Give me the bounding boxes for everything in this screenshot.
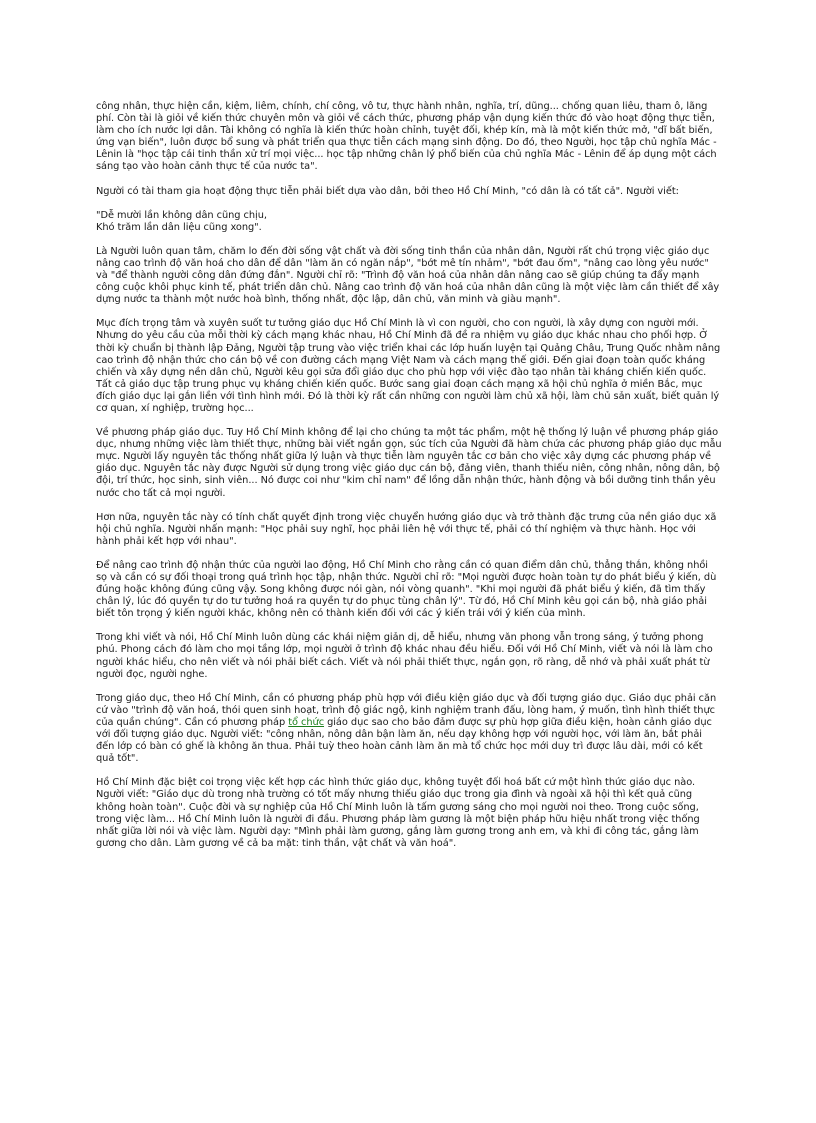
verse-line: Khó trăm lần dân liệu cũng xong". (96, 221, 262, 233)
verse-line: "Dễ mười lần không dân cũng chịu, (96, 209, 267, 221)
paragraph: Trong khi viết và nói, Hồ Chí Minh luôn dùng các khái niệm giản dị, dễ hiểu, nhưng văn phong vẫn trong sáng, ý tưởng phong phú. Phong cách đó làm cho mọi tầng lớp, mọi người ở trình độ khác nhau đều hiểu. Đối với Hồ Chí Minh, viết và nói là làm cho người khác hiểu, cho nên viết và nói phải biết cách. Viết và nói phải thiết thực, ngắn gọn, rõ ràng, dễ nhớ và phải xuất phát từ người đọc, người nghe. (96, 632, 713, 680)
paragraph: Về phương pháp giáo dục. Tuy Hồ Chí Minh không để lại cho chúng ta một tác phẩm, một hệ thống lý luận về phương pháp giáo dục, nhưng những việc làm thiết thực, những bài viết ngắn gọn, súc tích của Người đã hàm chứa các phương pháp giáo dục mẫu mực. Người lấy nguyên tắc thống nhất giữa lý luận và thực tiễn làm nguyên tắc cơ bản cho việc xây dựng các phương pháp về giáo dục. Nguyên tắc này được Người sử dụng trong việc giáo dục cán bộ, đảng viên, thanh thiếu niên, công nhân, nông dân, bộ đội, trí thức, học sinh, sinh viên... Nó được coi như "kim chỉ nam" để lồng dẫn nhận thức, hành động và bồi dưỡng tinh thần yêu nước cho tất cả mọi người. (96, 427, 722, 499)
paragraph (96, 693, 722, 766)
paragraph: Người có tài tham gia hoạt động thực tiễn phải biết dựa vào dân, bởi theo Hồ Chí Minh, "có dân là có tất cả". Người viết: (96, 185, 679, 197)
paragraph-text: giáo dục sao cho bảo đảm được sự phù hợp giữa điều kiện, hoàn cảnh giáo dục với đối tượng giáo dục. Người viết: "công nhân, nông dân bận làm ăn, nếu dạy không hợp với người học, với làm ăn, bắt phải đến lớp có bàn có ghế là không ăn thua. Phải tuỳ theo hoàn cảnh làm ăn mà tổ chức học mới duy trì được lâu dài, mới có kết quả tốt". (96, 716, 712, 765)
to-chuc-link[interactable]: tổ chức (288, 716, 325, 728)
paragraph: Để nâng cao trình độ nhận thức của người lao động, Hồ Chí Minh cho rằng cần có quan điểm dân chủ, thẳng thắn, không nhồi sọ và cần có sự đối thoại trong quá trình học tập, nhận thức. Người chỉ rõ: "Mọi người được hoàn toàn tự do phát biểu ý kiến, dù đúng hoặc không đúng cũng vậy. Song không được nói gàn, nói vòng quanh". "Khi mọi người đã phát biểu ý kiến, đã tìm thấy chân lý, lúc đó quyền tự do tư tưởng hoá ra quyền tự do phục tùng chân lý". Từ đó, Hồ Chí Minh kêu gọi cán bộ, nhà giáo phải biết tôn trọng ý kiến người khác, không nên có thành kiến đối với các ý kiến trái với ý kiến của mình. (96, 559, 717, 620)
paragraph: Mục đích trọng tâm và xuyên suốt tư tưởng giáo dục Hồ Chí Minh là vì con người, cho con người, là xây dựng con người mới. Nhưng do yêu cầu của mỗi thời kỳ cách mạng khác nhau, Hồ Chí Minh đã đề ra nhiệm vụ giáo dục khác nhau cho phối hợp. Ở thời kỳ chuẩn bị thành lập Đảng, Người tập trung vào việc triển khai các lớp huấn luyện tại Quảng Châu, Trung Quốc nhằm nâng cao trình độ nhận thức cho cán bộ về con đường cách mạng Việt Nam và cách mạng thế giới. Đến giai đoạn toàn quốc kháng chiến và xây dựng nền dân chủ, Người kêu gọi sửa đổi giáo dục cho phù hợp với việc đào tạo nhân tài kháng chiến kiến quốc. Tất cả giáo dục tập trung phục vụ kháng chiến kiến quốc. Bước sang giai đoạn cách mạng xã hội chủ nghĩa ở miền Bắc, mục đích giáo dục lại gắn liền với tình hình mới. Đó là thời kỳ rất cần những con người làm chủ xã hội, làm chủ sản xuất, biết quản lý cơ quan, xí nghiệp, trường học... (96, 318, 721, 414)
paragraph: Hơn nữa, nguyên tắc này có tính chất quyết định trong việc chuyển hướng giáo dục và trở thành đặc trưng của nền giáo dục xã hội chủ nghĩa. Người nhấn mạnh: "Học phải suy nghĩ, học phải liên hệ với thực tế, phải có thí nghiệm và thực hành. Học với hành phải kết hợp với nhau". (96, 511, 717, 547)
paragraph: Hồ Chí Minh đặc biệt coi trọng việc kết hợp các hình thức giáo dục, không tuyệt đối hoá bất cứ một hình thức giáo dục nào. Người viết: "Giáo dục dù trong nhà trường có tốt mấy nhưng thiếu giáo dục trong gia đình và ngoài xã hội thì kết quả cũng không hoàn toàn". Cuộc đời và sự nghiệp của Hồ Chí Minh luôn là tấm gương sáng cho mọi người noi theo. Trong cuộc sống, trong việc làm... Hồ Chí Minh luôn là người đi đầu. Phương pháp làm gương là một biện pháp hữu hiệu nhất trong việc thống nhất giữa lời nói và việc làm. Người dạy: "Mình phải làm gương, gắng làm gương trong anh em, và khi đi công tác, gắng làm gương cho dân. Làm gương về cả ba mặt: tinh thần, vật chất và văn hoá". (96, 777, 700, 849)
paragraph: công nhân, thực hiện cần, kiệm, liêm, chính, chí công, vô tư, thực hành nhân, nghĩa, trí, dũng... chống quan liêu, tham ô, lãng phí. Còn tài là giỏi về kiến thức chuyên môn và giỏi về cách thức, phương pháp vận dụng kiến thức đó vào hoạt động thực tiễn, làm cho ích nước lợi dân. Tài không có nghĩa là kiến thức hoàn chỉnh, tuyệt đối, khép kín, mà là một kiến thức mở, "dĩ bất biến, ứng vạn biến", luôn được bổ sung và phát triển qua thực tiễn cách mạng sinh động. Do đó, theo Người, học tập chủ nghĩa Mác - Lênin là "học tập cái tinh thần xử trí mọi việc... học tập những chân lý phổ biến của chủ nghĩa Mác - Lênin để áp dụng một cách sáng tạo vào hoàn cảnh thực tế của nước ta". (96, 101, 717, 173)
document-body (96, 101, 722, 862)
paragraph-text: Trong giáo dục, theo Hồ Chí Minh, cần có phương pháp phù hợp với điều kiện giáo dục và đối tượng giáo dục. Giáo dục phải căn cứ vào "trình độ văn hoá, thói quen sinh hoạt, trình độ giác ngộ, kinh nghiệm tranh đấu, lòng ham, ý muốn, tình hình thiết thực của quần chúng". Cần có phương pháp (96, 692, 717, 728)
paragraph: Là Người luôn quan tâm, chăm lo đến đời sống vật chất và đời sống tinh thần của nhân dân, Người rất chú trọng việc giáo dục nâng cao trình độ văn hoá cho dân để dân "làm ăn có ngăn nắp", "bớt mê tín nhảm", "bớt đau ốm", "nâng cao lòng yêu nước" và "để thành người công dân đứng đắn". Người chỉ rõ: "Trình độ văn hoá của nhân dân nâng cao sẽ giúp chúng ta đẩy mạnh công cuộc khôi phục kinh tế, phát triển dân chủ. Nâng cao trình độ văn hoá của nhân dân cũng là một việc làm cần thiết để xây dựng nước ta thành một nước hoà bình, thống nhất, độc lập, dân chủ, văn minh và giàu mạnh". (96, 245, 720, 306)
verse-quote (96, 210, 722, 234)
